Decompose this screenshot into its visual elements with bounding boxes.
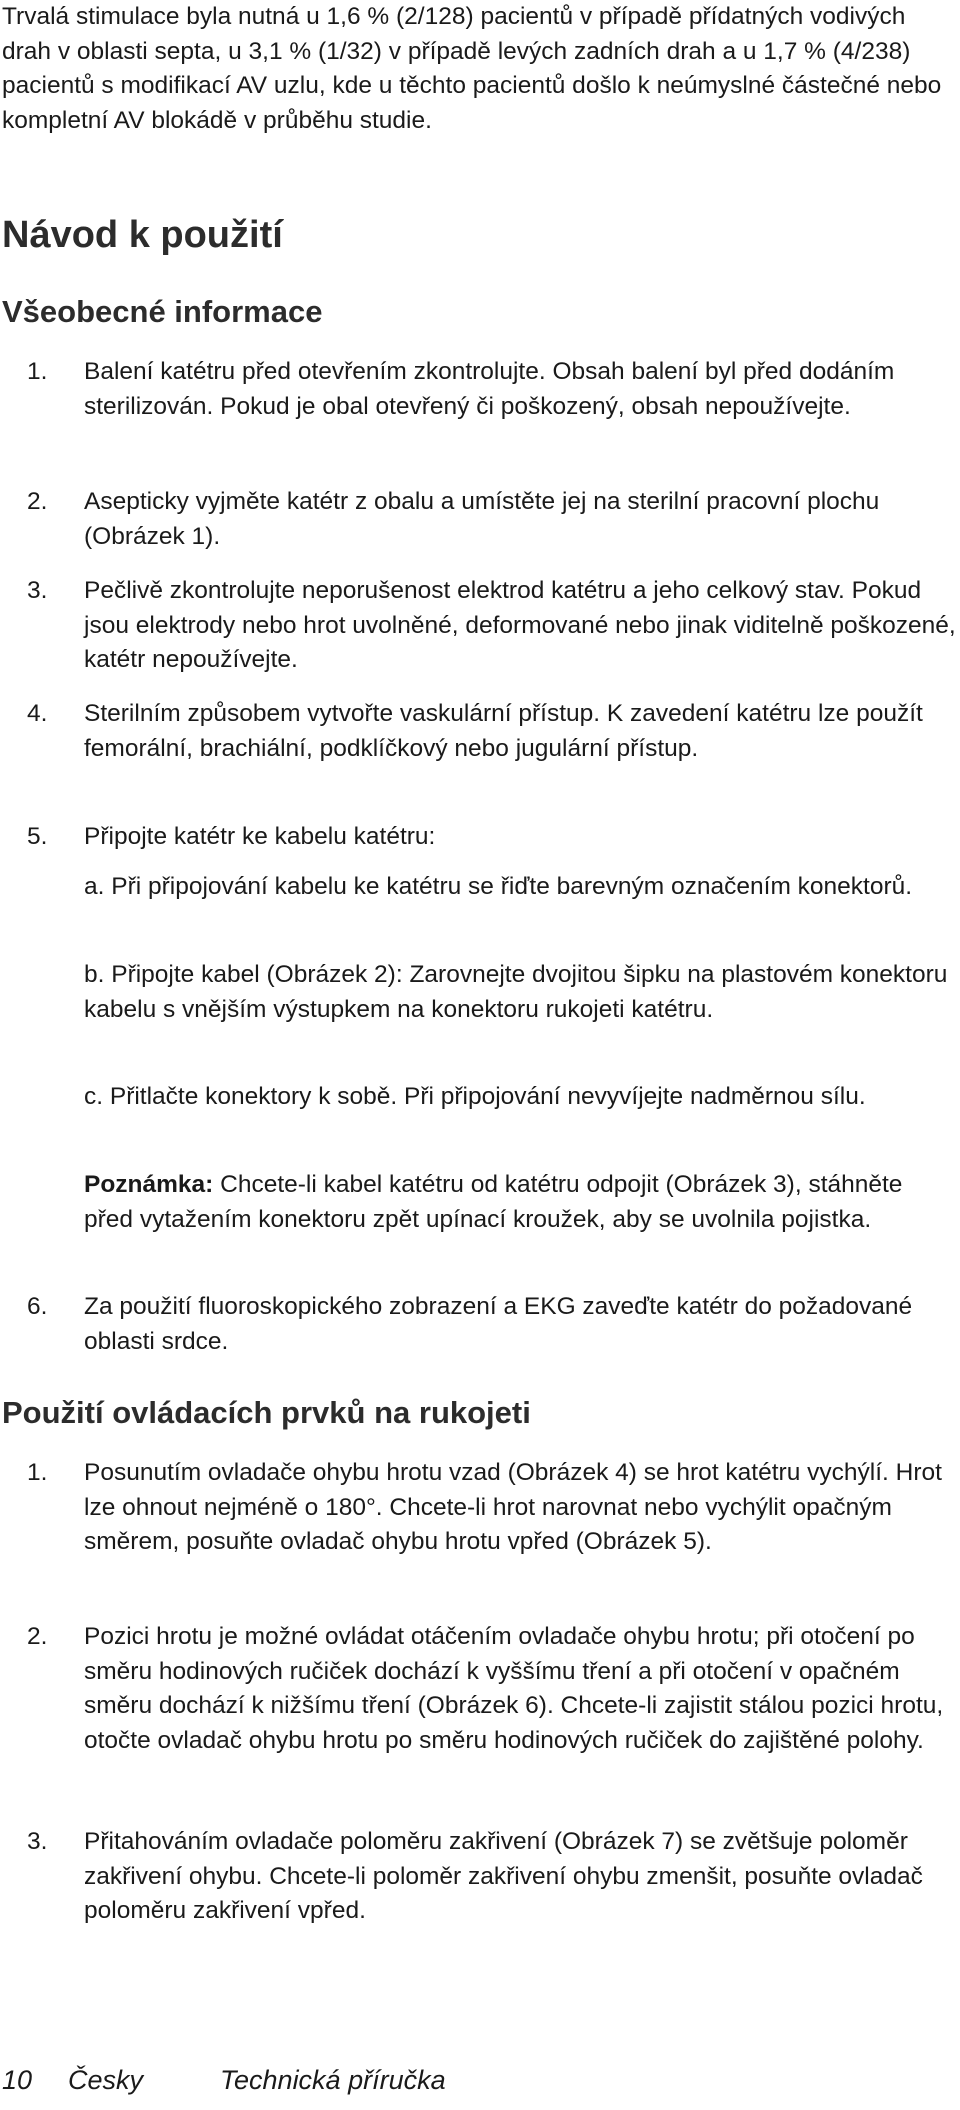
note-text: Chcete-li kabel katétru od katétru odpojit (Obrázek 3), stáhněte před vytažením konektoru zpět upínací kroužek, aby se uvolnila pojistka. [84,1171,903,1233]
list-number: 6. [27,1293,48,1320]
list-number: 3. [27,1828,48,1855]
note-paragraph [84,1168,956,1237]
general-info-heading: Všeobecné informace [2,294,323,329]
list-number: 2. [27,488,48,515]
footer-manual-title: Technická příručka [220,2065,446,2095]
list-text: Asepticky vyjměte katétr z obalu a umístěte jej na sterilní pracovní plochu (Obrázek 1). [84,488,880,550]
list-text: Posunutím ovladače ohybu hrotu vzad (Obrázek 4) se hrot katétru vychýlí. Hrot lze ohnout nejméně o 180°. Chcete-li hrot narovnat nebo vychýlit opačným směrem, posuňte ovladač ohybu hrotu vpřed (Obrázek 5). [84,1459,942,1555]
intro-paragraph: Trvalá stimulace byla nutná u 1,6 % (2/128) pacientů v případě přídatných vodivých drah v oblasti septa, u 3,1 % (1/32) v případě levých zadních drah a u 1,7 % (4/238) pacientů s modifikací AV uzlu, kde u těchto pacientů došlo k neúmyslné částečné nebo kompletní AV blokádě v průběhu studie. [2,3,942,134]
note-label: Poznámka: [84,1171,214,1198]
list-text: Za použití fluoroskopického zobrazení a EKG zaveďte katétr do požadované oblasti srdce. [84,1293,913,1355]
sub-item-c: c. Přitlačte konektory k sobě. Při připojování nevyvíjejte nadměrnou sílu. [84,1083,866,1110]
list-text: Balení katétru před otevřením zkontrolujte. Obsah balení byl před dodáním sterilizován. Pokud je obal otevřený či poškozený, obsah nepoužívejte. [84,358,895,420]
list-text: Pečlivě zkontrolujte neporušenost elektrod katétru a jeho celkový stav. Pokud jsou elektrody nebo hrot uvolněné, deformované nebo jinak viditelně poškozené, katétr nepoužívejte. [84,577,956,673]
list-number: 5. [27,823,48,850]
handle-controls-heading: Použití ovládacích prvků na rukojeti [2,1395,531,1430]
list-number: 1. [27,1459,48,1486]
list-number: 3. [27,577,48,604]
sub-item-b: b. Připojte kabel (Obrázek 2): Zarovnejte dvojitou šipku na plastovém konektoru kabelu s vnějším výstupkem na konektoru rukojeti katétru. [84,961,948,1023]
list-text: Sterilním způsobem vytvořte vaskulární přístup. K zavedení katétru lze použít femorální, brachiální, podklíčkový nebo jugulární přístup. [84,700,923,762]
sub-item-a: a. Při připojování kabelu ke katétru se řiďte barevným označením konektorů. [84,873,913,900]
list-text: Přitahováním ovladače poloměru zakřivení (Obrázek 7) se zvětšuje poloměr zakřivení ohybu. Chcete-li poloměr zakřivení ohybu zmenšit, posuňte ovladač poloměru zakřivení vpřed. [84,1828,923,1924]
list-text: Připojte katétr ke kabelu katétru: [84,823,436,850]
footer-language: Česky [68,2065,144,2095]
list-number: 4. [27,700,48,727]
main-heading: Návod k použití [2,214,283,256]
list-text: Pozici hrotu je možné ovládat otáčením ovladače ohybu hrotu; při otočení po směru hodinových ručiček dochází k vyššímu tření a při otočení v opačném směru dochází k nižšímu tření (Obrázek 6). Chcete-li zajistit stálou pozici hrotu, otočte ovladač ohybu hrotu po směru hodinových ručiček do zajištěné polohy. [84,1623,944,1754]
page-number: 10 [2,2065,33,2095]
list-number: 2. [27,1623,48,1650]
page-footer [2,2063,446,2097]
list-number: 1. [27,358,48,385]
